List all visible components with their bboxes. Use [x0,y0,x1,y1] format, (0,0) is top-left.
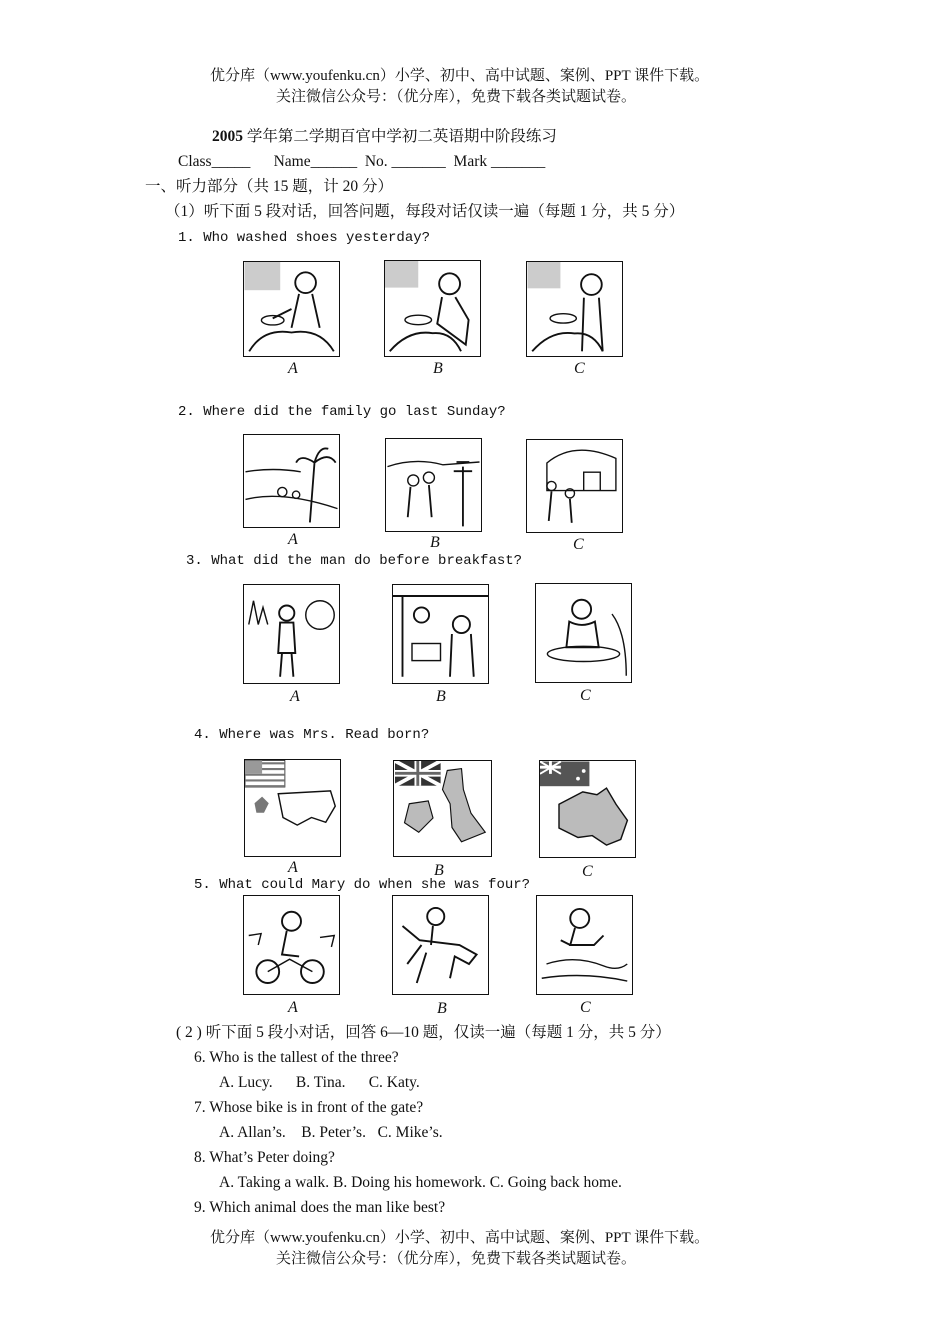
student-info-line: Class_____ Name______ No. _______ Mark _______ [178,153,546,170]
beach-scene-icon [243,434,340,528]
question-6: 6. Who is the tallest of the three? [194,1049,399,1066]
uk-map-icon [393,760,492,857]
header-line-1: 优分库（www.youfenku.cn）小学、初中、高中试题、案例、PPT 课件下载。 [210,68,710,84]
child-washing-icon [243,261,340,357]
part1-heading: （1）听下面 5 段对话，回答问题，每段对话仅读一遍（每题 1 分，共 5 分） [165,203,685,220]
option-label: C [582,863,593,880]
question-1: 1. Who washed shoes yesterday? [178,230,431,246]
options-6: A. Lucy. B. Tina. C. Katy. [219,1074,420,1091]
option-label: C [573,536,584,553]
option-label: A [288,999,298,1016]
question-9: 9. Which animal does the man like best? [194,1199,446,1216]
question-5: 5. What could Mary do when she was four? [194,877,531,893]
option-label: C [580,687,591,704]
options-7: A. Allan’s. B. Peter’s. C. Mike’s. [219,1124,443,1141]
girl-washing-icon [384,260,481,357]
option-label: A [288,859,298,876]
girl-cycling-icon [243,895,340,995]
question-8: 8. What’s Peter doing? [194,1149,335,1166]
woman-washing-icon [526,261,623,357]
option-label: A [290,688,300,705]
option-label: B [430,534,440,551]
options-8: A. Taking a walk. B. Doing his homework. C. Going back home. [219,1174,622,1191]
option-label: B [434,862,444,879]
newspaper-stand-icon [392,584,489,684]
man-eating-icon [535,583,632,683]
park-scene-icon [385,438,482,532]
option-label: C [580,999,591,1016]
footer-line-2: 关注微信公众号：（优分库），免费下载各类试题试卷。 [276,1251,637,1267]
question-2: 2. Where did the family go last Sunday? [178,404,506,420]
title-year: 2005 [212,128,243,145]
option-label: A [288,531,298,548]
option-label: B [436,688,446,705]
man-walking-icon [243,584,340,684]
title-text: 学年第二学期百官中学初二英语期中阶段练习 [243,128,557,145]
girl-skating-icon [536,895,633,995]
option-label: B [433,360,443,377]
question-3: 3. What did the man do before breakfast? [186,553,523,569]
australia-map-icon [539,760,636,858]
footer-line-1: 优分库（www.youfenku.cn）小学、初中、高中试题、案例、PPT 课件下载。 [210,1230,710,1246]
girl-riding-horse-icon [392,895,489,995]
usa-map-icon [244,759,341,857]
question-7: 7. Whose bike is in front of the gate? [194,1099,424,1116]
option-label: C [574,360,585,377]
option-label: A [288,360,298,377]
section-heading: 一、听力部分（共 15 题，计 20 分） [145,178,394,195]
header-line-2: 关注微信公众号：（优分库），免费下载各类试题试卷。 [276,89,637,105]
building-scene-icon [526,439,623,533]
part2-heading: ( 2 ) 听下面 5 段小对话，回答 6—10 题，仅读一遍（每题 1 分，共 5 分） [176,1024,671,1041]
option-label: B [437,1000,447,1017]
page-title [212,128,557,146]
question-4: 4. Where was Mrs. Read born? [194,727,430,743]
